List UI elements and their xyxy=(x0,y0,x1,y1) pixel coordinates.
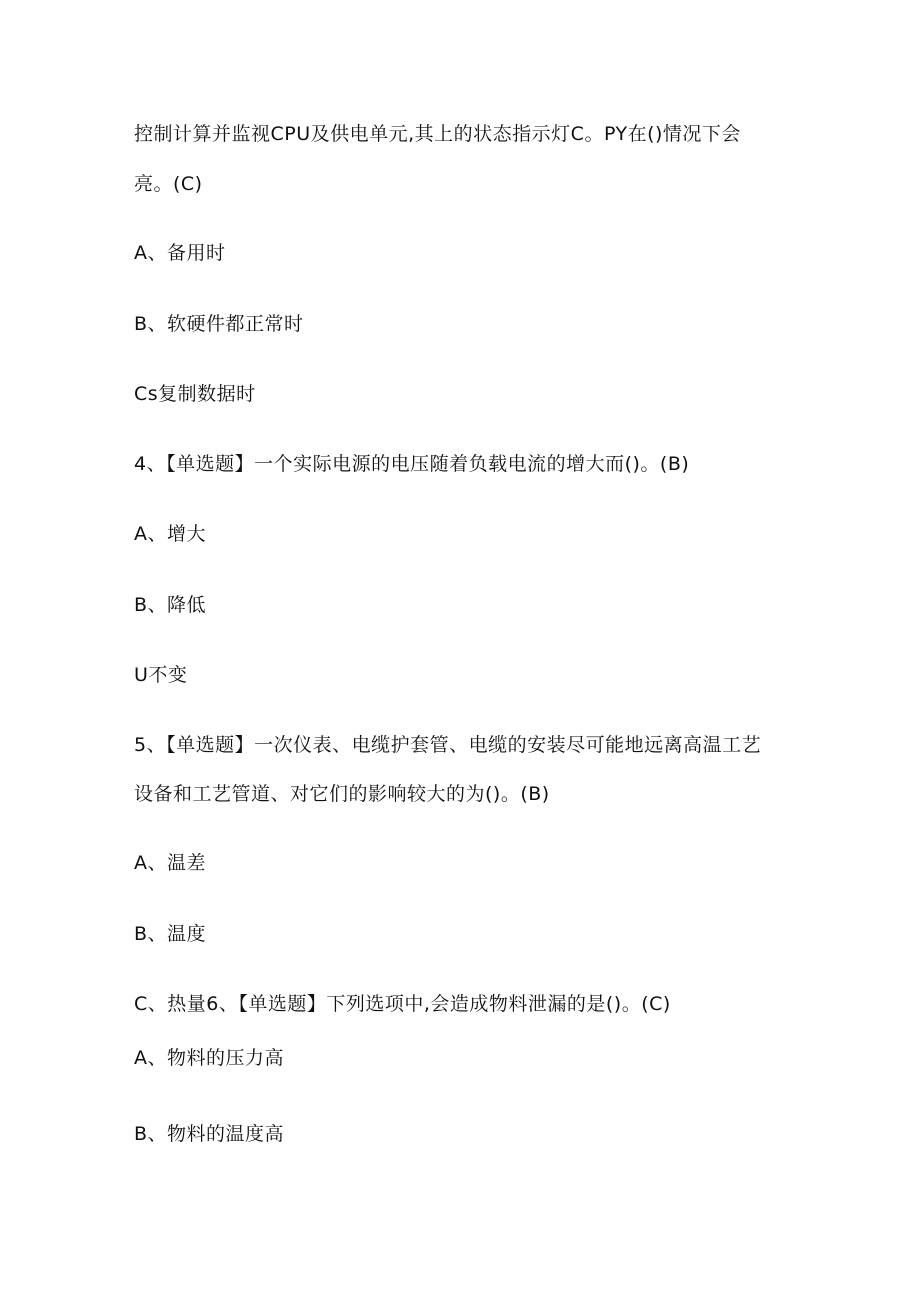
question-6-option-b: B、物料的温度高 xyxy=(134,1123,285,1145)
question-4-option-b: B、降低 xyxy=(134,594,207,616)
question-3-option-a: A、备用时 xyxy=(134,242,226,264)
question-5-stem-line-2: 设备和工艺管道、对它们的影响较大的为()。(B) xyxy=(134,783,550,805)
question-5-option-a: A、温差 xyxy=(134,852,206,874)
question-4-option-c: U不变 xyxy=(134,664,188,686)
question-6-option-a: A、物料的压力高 xyxy=(134,1047,284,1069)
question-5-stem-line-1: 5、【单选题】一次仪表、电缆护套管、电缆的安装尽可能地远离高温工艺 xyxy=(134,734,762,756)
question-3-stem-line-2: 亮。(C) xyxy=(134,173,203,195)
question-4-option-a: A、增大 xyxy=(134,523,206,545)
question-3-option-c: Cs复制数据时 xyxy=(134,383,256,405)
question-3-stem-line-1: 控制计算并监视CPU及供电单元,其上的状态指示灯C。PY在()情况下会 xyxy=(134,123,741,145)
question-4-stem: 4、【单选题】一个实际电源的电压随着负载电流的增大而()。(B) xyxy=(134,453,690,475)
question-3-option-b: B、软硬件都正常时 xyxy=(134,313,304,335)
question-6-stem: C、热量6、【单选题】下列选项中,会造成物料泄漏的是()。(C) xyxy=(134,993,671,1015)
question-5-option-b: B、温度 xyxy=(134,923,207,945)
